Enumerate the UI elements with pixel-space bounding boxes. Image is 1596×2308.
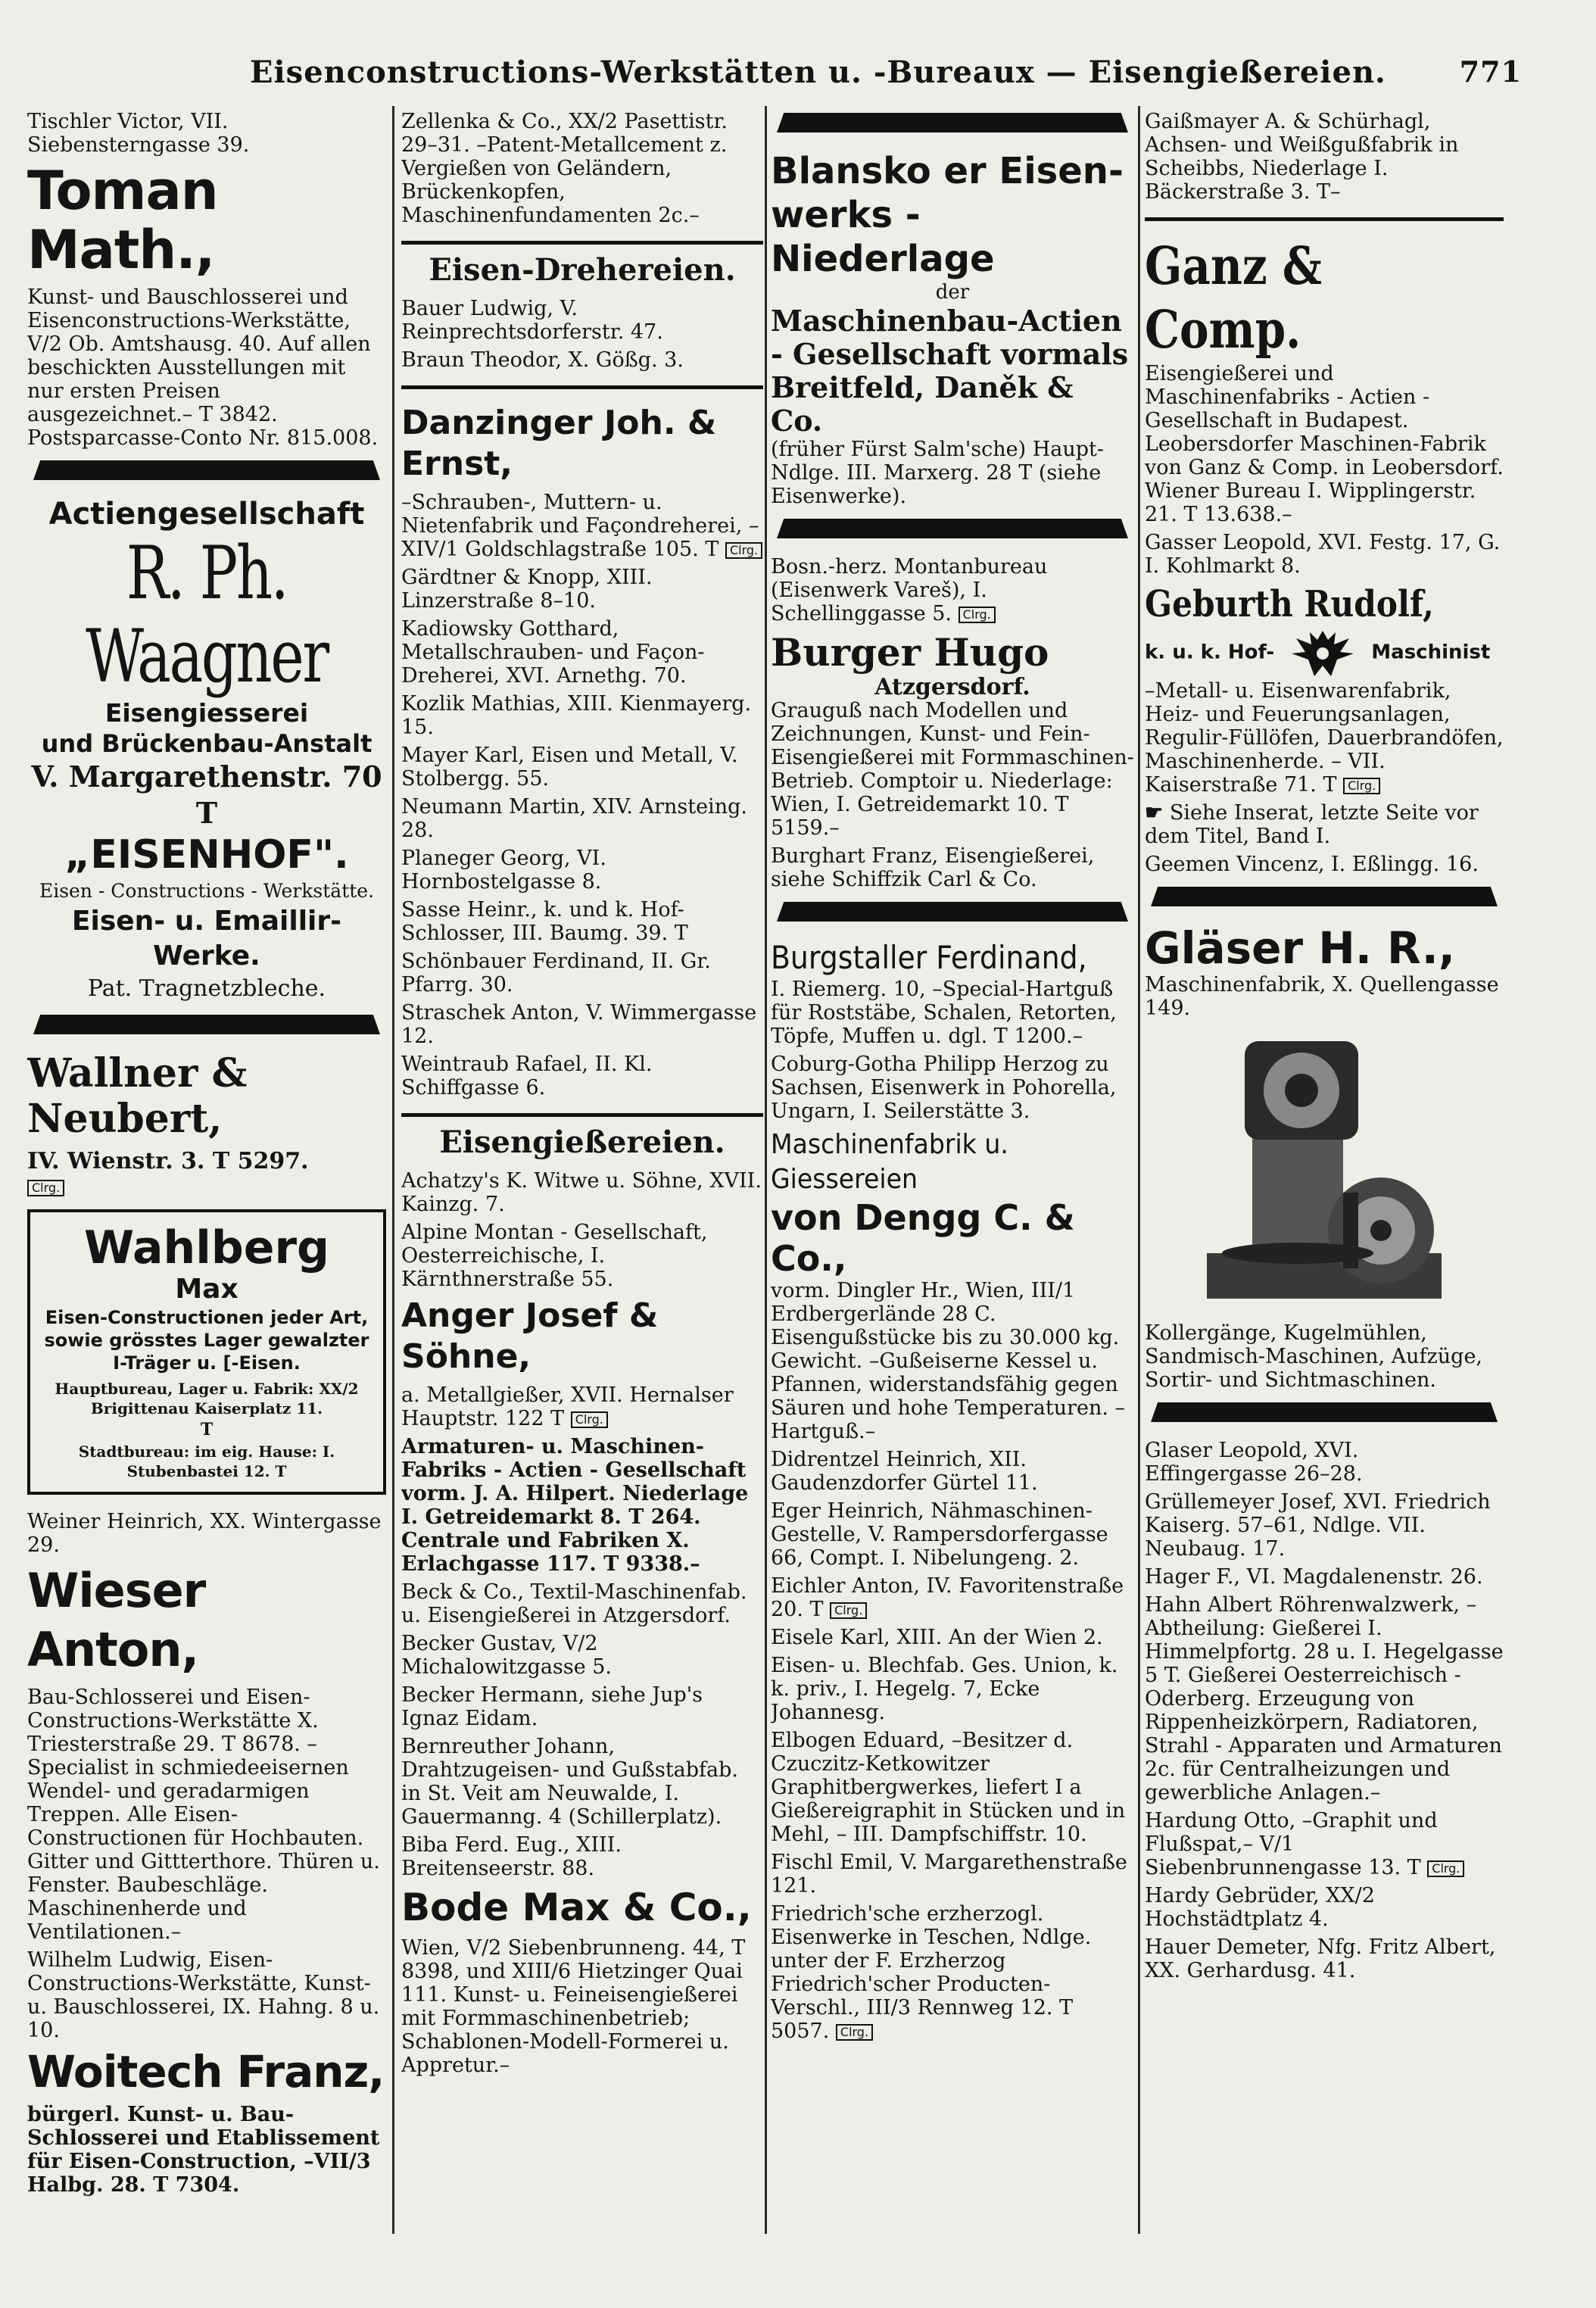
ad-geburth-title	[1145, 626, 1504, 679]
ad-wahlberg-name: Wahlberg	[84, 1221, 329, 1274]
entry-friedrich-block	[771, 1902, 1134, 2043]
divider-rule	[401, 385, 763, 389]
ad-burgstaller-name: Burgstaller Ferdinand,	[771, 939, 1087, 976]
entry-hardung-block	[1145, 1809, 1504, 1879]
entry-zellenka: Zellenka & Co., XX/2 Pasettistr. 29–31. –Patent-Metallcement z. Vergießen von Geländern, Brückenkopfen, Maschinenfundamenten 2c.–	[401, 110, 728, 227]
ad-wallner-name: Wallner & Neubert,	[27, 1050, 248, 1142]
column-4	[1145, 110, 1504, 2230]
clearing-badge: Clrg.	[571, 1411, 608, 1428]
ad-geburth-block	[1145, 679, 1504, 797]
page-header	[250, 47, 1537, 92]
entry-gaerdtner: Gärdtner & Knopp, XIII. Linzerstraße 8–10.	[401, 566, 653, 613]
ad-danzinger-name: Danzinger Joh. & Ernst,	[401, 404, 717, 483]
entry-elbogen: Elbogen Eduard, –Besitzer d. Czuczitz-Ketkowitzer Graphitbergwerkes, liefert I a Gießereigraphit in Stücken und in Mehl, – III. Dampfschiffstr. 10.	[771, 1729, 1126, 1846]
ad-geburth-block2	[1145, 801, 1504, 848]
entry-beck: Beck & Co., Textil-Maschinenfab. u. Eisengießerei in Atzgersdorf.	[401, 1580, 747, 1627]
entry-hardung: Hardung Otto, –Graphit und Flußspat,– V/1 Siebenbrunnengasse 13. T	[1145, 1809, 1438, 1879]
ad-waagner-l6: Eisen- u. Emaillir-Werke.	[71, 906, 342, 972]
entry-geemen: Geemen Vincenz, I. Eßlingg. 16.	[1145, 853, 1479, 876]
entry-gruellemeyer: Grüllemeyer Josef, XVI. Friedrich Kaiserg. 57–61, Ndlge. VII. Neubaug. 17.	[1145, 1490, 1491, 1561]
entry-eger: Eger Heinrich, Nähmaschinen-Gestelle, V. Rampersdorfergasse 66, Compt. I. Nibelungeng. 2.	[771, 1499, 1108, 1570]
entry-schoenbauer: Schönbauer Ferdinand, II. Gr. Pfarrg. 30.	[401, 950, 711, 996]
entry-sasse: Sasse Heinr., k. und k. Hof-Schlosser, III. Baumg. 39. T	[401, 898, 688, 945]
entry-friedrich: Friedrich'sche erzherzogl. Eisenwerke in Teschen, Ndlge. unter der F. Erzherzog Friedrich'scher Producten-Verschl., III/3 Rennweg 12. T 5057.	[771, 1902, 1092, 2043]
ad-woitech-name: Woitech Franz,	[27, 2046, 385, 2097]
divider-bar	[777, 113, 1128, 133]
clearing-badge: Clrg.	[27, 1180, 64, 1196]
ad-blansko-l1: Blansko er Eisen-	[771, 150, 1124, 192]
ad-wieser-text: Bau-Schlosserei und Eisen-Constructions-Werkstätte X. Triesterstraße 29. T 8678. –Specialist in schmiedeeisernen Wendel- und geradarmigen Treppen. Alle Eisen-Constructionen für Hochbauten. Gitter und Gittterthore. Thüren u. Fenster. Baubeschläge. Maschinenherde und Ventilationen.–	[27, 1686, 380, 1944]
ad-wahlberg-text3: T	[200, 1420, 214, 1439]
entry-wilhelm: Wilhelm Ludwig, Eisen-Constructions-Werkstätte, Kunst- u. Bauschlosserei, IX. Hahng. 8 u. 10.	[27, 1948, 380, 2042]
ad-toman-name: Toman Math.,	[27, 160, 218, 281]
entry-tischler: Tischler Victor, VII. Siebensterngasse 39.	[27, 110, 250, 157]
ad-waagner-l2: und Brückenbau-Anstalt	[41, 729, 373, 758]
entry-coburg: Coburg-Gotha Philipp Herzog zu Sachsen, Eisenwerk in Pohorella, Ungarn, I. Seilerstätte 3.	[771, 1053, 1117, 1123]
ad-bode-name: Bode Max & Co.,	[401, 1885, 752, 1929]
ad-anger-block	[401, 1383, 763, 1430]
entry-mayer: Mayer Karl, Eisen und Metall, V. Stolbergg. 55.	[401, 744, 738, 791]
clearing-badge: Clrg.	[830, 1602, 867, 1619]
clearing-badge: Clrg.	[836, 2024, 873, 2041]
entry-gaissmayer: Gaißmayer A. & Schürhagl, Achsen- und Weißgußfabrik in Scheibbs, Niederlage I. Bäckerstraße 3. T–	[1145, 110, 1459, 204]
section-heading-giessereien: Eisengießereien.	[439, 1124, 725, 1160]
divider-rule	[401, 241, 763, 245]
ad-wahlberg-sub: Max	[175, 1274, 238, 1305]
ad-geburth-text2: Siehe Inserat, letzte Seite vor dem Titel, Band I.	[1145, 801, 1479, 848]
ad-waagner-l3: V. Margarethenstr. 70 T	[31, 759, 382, 830]
ad-burger-name: Burger Hugo	[771, 630, 1049, 675]
running-title: Eisenconstructions-Werkstätten u. -Bureaux — Eisengießereien.	[250, 55, 1386, 90]
ad-dengg-l1: Maschinenfabrik u. Giessereien	[771, 1129, 1008, 1195]
ad-waagner-l4: „EISENHOF".	[64, 832, 349, 878]
clearing-badge: Clrg.	[725, 542, 762, 559]
ad-waagner-l5: Eisen - Constructions - Werkstätte.	[39, 880, 375, 902]
ad-wahlberg-text1: Eisen-Constructionen jeder Art, sowie grösstes Lager gewalzter I-Träger u. [-Eisen.	[44, 1307, 369, 1374]
ad-waagner-l7: Pat. Tragnetzbleche.	[87, 975, 326, 1002]
ad-burger-text: Grauguß nach Modellen und Zeichnungen, Kunst- und Fein-Eisengießerei mit Formmaschinen-Betrieb. Comptoir u. Niederlage: Wien, I. Getreidemarkt 10. T 5159.–	[771, 699, 1134, 840]
ad-glaeser-text: Maschinenfabrik, X. Quellengasse 149.	[1145, 973, 1499, 1020]
entry-biba: Biba Ferd. Eug., XIII. Breitenseerstr. 88.	[401, 1833, 622, 1880]
ad-wallner-addr: IV. Wienstr. 3. T 5297.	[27, 1148, 309, 1174]
divider-bar	[777, 519, 1128, 538]
ad-ganz-name: Ganz & Comp.	[1145, 236, 1322, 360]
entry-eichler-block	[771, 1574, 1134, 1621]
ad-dengg-l2: von Dengg C. & Co.,	[771, 1197, 1075, 1279]
eagle-crest-icon	[1289, 626, 1357, 679]
ad-bode-text: Wien, V/2 Siebenbrunneng. 44, T 8398, und XIII/6 Hietzinger Quai 111. Kunst- u. Feineisengießerei mit Formmaschinenbetrieb; Schablonen-Modell-Formerei u. Appretur.–	[401, 1936, 746, 2077]
clearing-badge: Clrg.	[1343, 778, 1380, 794]
ad-burgstaller-text: I. Riemerg. 10, –Special-Hartguß für Roststäbe, Schalen, Retorten, Töpfe, Muffen u. dgl. T 1200.–	[771, 978, 1117, 1048]
divider-bar	[33, 460, 380, 480]
ad-danzinger-text: –Schrauben-, Muttern- u. Nietenfabrik und Façondreherei, – XIV/1 Goldschlagstraße 105. T	[401, 491, 759, 561]
entry-eisele: Eisele Karl, XIII. An der Wien 2.	[771, 1626, 1103, 1649]
ad-wahlberg-text4: Stadtbureau: im eig. Hause: I. Stubenbastei 12. T	[78, 1442, 335, 1480]
entry-eichler: Eichler Anton, IV. Favoritenstraße 20. T	[771, 1574, 1124, 1621]
entry-fischl: Fischl Emil, V. Margarethenstraße 121.	[771, 1851, 1127, 1898]
column-rule	[765, 106, 767, 2234]
ad-geburth-l1: k. u. k. Hof-	[1145, 641, 1275, 664]
ad-waagner-name: R. Ph. Waagner	[86, 531, 328, 699]
pointing-hand-icon: ☛	[1145, 801, 1164, 825]
entry-hahn: Hahn Albert Röhrenwalzwerk, –Abtheilung: Gießerei I. Himmelpfortg. 28 u. I. Hegelgasse 5 T. Gießerei Oesterreichisch - Oderberg. Erzeugung von Rippenheizkörpern, Radiatoren, Strahl - Apparaten und Armaturen 2c. für Centralheizungen und gewerbliche Anlagen.–	[1145, 1593, 1504, 1804]
ad-blansko-l4: Maschinenbau-Actien - Gesellschaft vormals Breitfeld, Daněk & Co.	[771, 304, 1129, 438]
column-rule	[1138, 106, 1140, 2234]
divider-bar	[1151, 1402, 1498, 1422]
column-3	[771, 110, 1134, 2230]
entry-achatzy: Achatzy's K. Witwe u. Söhne, XVII. Kainzg. 7.	[401, 1169, 762, 1216]
entry-hardy: Hardy Gebrüder, XX/2 Hochstädtplatz 4.	[1145, 1884, 1375, 1931]
entry-gasser: Gasser Leopold, XVI. Festg. 17, G. I. Kohlmarkt 8.	[1145, 531, 1501, 578]
entry-kadiowsky: Kadiowsky Gotthard, Metallschrauben- und Façon-Dreherei, XVI. Arnethg. 70.	[401, 617, 705, 688]
entry-planeger: Planeger Georg, VI. Hornbostelgasse 8.	[401, 847, 606, 894]
ad-geburth-name: Geburth Rudolf,	[1145, 583, 1434, 625]
ad-blansko-l3: der	[935, 281, 970, 304]
ad-wahlberg-text2: Hauptbureau, Lager u. Fabrik: XX/2 Brigittenau Kaiserplatz 11.	[55, 1380, 359, 1418]
entry-bosn: Bosn.-herz. Montanbureau (Eisenwerk Vareš), I. Schellinggasse 5.	[771, 555, 1048, 625]
entry-hauer: Hauer Demeter, Nfg. Fritz Albert, XX. Gerhardusg. 41.	[1145, 1935, 1496, 1982]
entry-bernreuther: Bernreuther Johann, Drahtzugeisen- und Gußstabfab. in St. Veit am Neuwalde, I. Gauermanng. 4 (Schillerplatz).	[401, 1735, 739, 1829]
entry-weintraub: Weintraub Rafael, II. Kl. Schiffgasse 6.	[401, 1053, 653, 1099]
entry-alpine: Alpine Montan - Gesellschaft, Oesterreichische, I. Kärnthnerstraße 55.	[401, 1221, 708, 1291]
ad-glaeser-name: Gläser H. R.,	[1145, 922, 1455, 974]
entry-becker-gustav: Becker Gustav, V/2 Michalowitzgasse 5.	[401, 1632, 613, 1679]
entry-braun: Braun Theodor, X. Gößg. 3.	[401, 348, 684, 372]
ad-anger-name: Anger Josef & Söhne,	[401, 1296, 659, 1376]
machine-illustration-icon	[1199, 1026, 1449, 1314]
entry-didrentzel: Didrentzel Heinrich, XII. Gaudenzdorfer Gürtel 11.	[771, 1448, 1038, 1495]
entry-burghart: Burghart Franz, Eisengießerei, siehe Schiffzik Carl & Co.	[771, 844, 1095, 891]
entry-union: Eisen- u. Blechfab. Ges. Union, k. k. priv., I. Hegelg. 7, Ecke Johannesg.	[771, 1654, 1118, 1724]
entry-neumann: Neumann Martin, XIV. Arnsteing. 28.	[401, 795, 747, 842]
ad-danzinger-block	[401, 491, 763, 561]
ad-burger-sub: Atzgersdorf.	[874, 674, 1030, 700]
section-heading-drehereien: Eisen-Drehereien.	[429, 252, 736, 288]
ad-ganz-text: Eisengießerei und Maschinenfabriks - Actien - Gesellschaft in Budapest. Leobersdorfer Maschinen-Fabrik von Ganz & Comp. in Leobersdorf. Wiener Bureau I. Wipplingerstr. 21. T 13.638.–	[1145, 362, 1504, 526]
column-rule	[392, 106, 394, 2234]
entry-kozlik: Kozlik Mathias, XIII. Kienmayerg. 15.	[401, 692, 752, 739]
ad-waagner-l1: Eisengiesserei	[104, 698, 309, 728]
ad-anger-text: a. Metallgießer, XVII. Hernalser Hauptstr. 122 T	[401, 1383, 734, 1430]
clearing-badge: Clrg.	[1427, 1860, 1464, 1877]
ad-woitech-text: bürgerl. Kunst- u. Bau-Schlosserei und Etablissement für Eisen-Construction, –VII/3 Halbg. 28. T 7304.	[27, 2103, 380, 2197]
divider-rule	[1145, 217, 1504, 221]
entry-bosn-block	[771, 555, 1134, 625]
entry-armaturen: Armaturen- u. Maschinen-Fabriks - Actien - Gesellschaft vorm. J. A. Hilpert. Niederlage I. Getreidemarkt 8. T 264. Centrale und Fabriken X. Erlachgasse 117. T 9338.–	[401, 1435, 749, 1576]
entry-glaser: Glaser Leopold, XVI. Effingergasse 26–28.	[1145, 1439, 1363, 1486]
entry-straschek: Straschek Anton, V. Wimmergasse 12.	[401, 1001, 757, 1048]
ad-dengg-text: vorm. Dingler Hr., Wien, III/1 Erdbergerlände 28 C. Eisengußstücke bis zu 30.000 kg. Gewicht. –Gußeiserne Kessel u. Pfannen, widerstandsfähig gegen Säuren und hohe Temperaturen. –Hartguß.–	[771, 1279, 1126, 1443]
divider-rule	[401, 1113, 763, 1117]
clearing-badge: Clrg.	[959, 607, 996, 623]
entry-becker-hermann: Becker Hermann, siehe Jup's Ignaz Eidam.	[401, 1683, 703, 1730]
ad-geburth-text: –Metall- u. Eisenwarenfabrik, Heiz- und Feuerungsanlagen, Regulir-Füllöfen, Dauerbrandöfen, Maschinenherde. – VII. Kaiserstraße 71. T	[1145, 679, 1504, 797]
divider-bar	[33, 1015, 380, 1034]
column-2	[401, 110, 763, 2230]
ad-glaeser-text2: Kollergänge, Kugelmühlen, Sandmisch-Maschinen, Aufzüge, Sortir- und Sichtmaschinen.	[1145, 1321, 1483, 1392]
divider-bar	[1151, 887, 1498, 906]
entry-hager: Hager F., VI. Magdalenenstr. 26.	[1145, 1565, 1483, 1589]
page-number: 771	[1459, 55, 1522, 89]
ad-wahlberg-box	[27, 1209, 386, 1495]
ad-waagner-top: Actiengesellschaft	[48, 497, 365, 532]
entry-bauer: Bauer Ludwig, V. Reinprechtsdorferstr. 47.	[401, 297, 663, 344]
ad-geburth-l2: Maschinist	[1371, 641, 1491, 664]
ad-wieser-name: Wieser Anton,	[27, 1563, 206, 1677]
ad-blansko-l5: (früher Fürst Salm'sche) Haupt-Ndlge. III. Marxerg. 28 T (siehe Eisenwerke).	[771, 438, 1105, 508]
entry-weiner: Weiner Heinrich, XX. Wintergasse 29.	[27, 1510, 382, 1557]
divider-bar	[777, 902, 1128, 922]
ad-toman-text: Kunst- und Bauschlosserei und Eisenconstructions-Werkstätte, V/2 Ob. Amtshausg. 40. Auf allen beschickten Ausstellungen mit nur ersten Preisen ausgezeichnet.– T 3842. Postsparcasse-Conto Nr. 815.008.	[27, 285, 379, 450]
column-1	[27, 110, 386, 2230]
ad-blansko-l2: werks - Niederlage	[771, 194, 995, 280]
